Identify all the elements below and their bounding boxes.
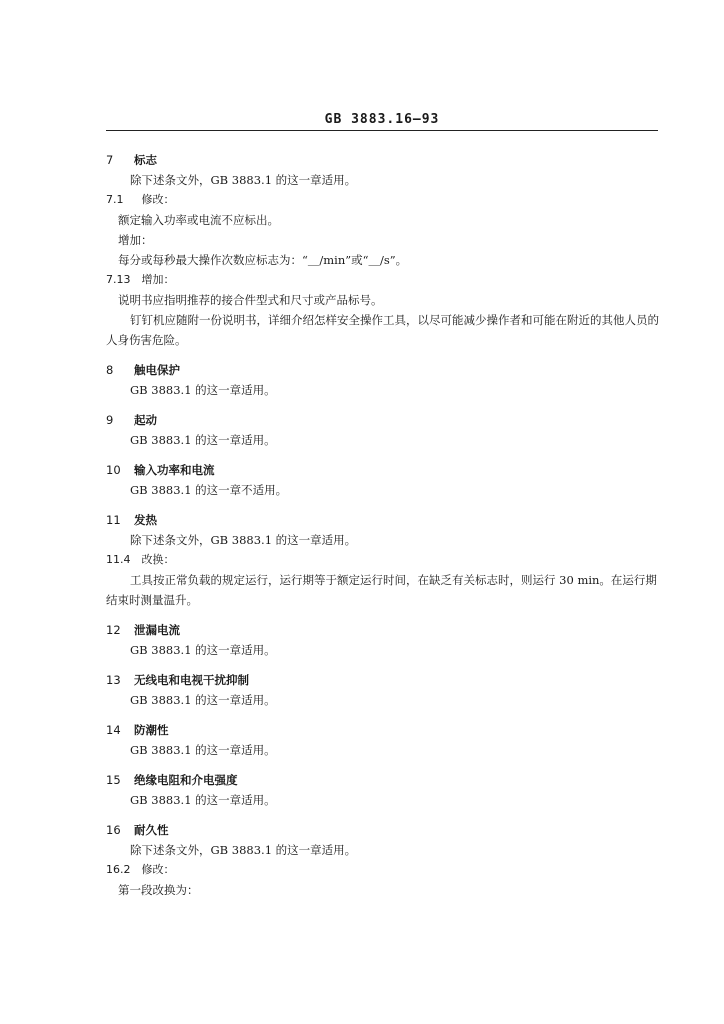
section-heading <box>106 720 662 740</box>
body-line: 除下述条文外，GB 3883.1 的这一章适用。 <box>130 173 357 187</box>
heading-number: 13 <box>106 673 121 687</box>
heading-title: 输入功率和电流 <box>130 463 215 477</box>
body-line: 除下述条文外，GB 3883.1 的这一章适用。 <box>130 843 357 857</box>
heading-title: 增加： <box>138 273 175 286</box>
heading-number: 12 <box>106 623 121 637</box>
body-line: 第一段改换为： <box>118 883 199 897</box>
heading-title: 修改： <box>138 193 175 206</box>
body-line: 每分或每秒最大操作次数应标志为：“＿/min”或“＿/s”。 <box>118 253 408 267</box>
subsection-heading <box>106 190 662 210</box>
paragraph: 工具按正常负载的规定运行，运行期等于额定运行时间，在缺乏有关标志时，则运行 30 min。在运行期结束时测量温升。 <box>106 573 657 607</box>
heading-number: 14 <box>106 723 121 737</box>
section-heading <box>106 620 662 640</box>
heading-title: 发热 <box>130 513 158 527</box>
section-heading <box>106 410 662 430</box>
heading-number: 7 <box>106 153 114 167</box>
subsection-heading <box>106 270 662 290</box>
body-line: GB 3883.1 的这一章适用。 <box>130 643 276 657</box>
heading-title: 无线电和电视干扰抑制 <box>130 673 250 687</box>
subsection-heading <box>106 860 662 880</box>
body-line: GB 3883.1 的这一章适用。 <box>130 383 276 397</box>
body-line: GB 3883.1 的这一章适用。 <box>130 743 276 757</box>
heading-number: 11.4 <box>106 553 131 566</box>
section-heading <box>106 460 662 480</box>
section-heading <box>106 820 662 840</box>
heading-title: 改换： <box>138 553 175 566</box>
section-heading <box>106 670 662 690</box>
heading-title: 修改： <box>138 863 175 876</box>
section-heading <box>106 150 662 170</box>
paragraph: 钉钉机应随附一份说明书，详细介绍怎样安全操作工具，以尽可能减少操作者和可能在附近的其他人员的人身伤害危险。 <box>106 313 659 347</box>
heading-number: 8 <box>106 363 114 377</box>
section-heading <box>106 360 662 380</box>
heading-title: 标志 <box>130 153 158 167</box>
heading-title: 泄漏电流 <box>130 623 181 637</box>
body-line: 说明书应指明推荐的接合件型式和尺寸或产品标号。 <box>118 293 383 307</box>
body-line: GB 3883.1 的这一章不适用。 <box>130 483 288 497</box>
heading-title: 触电保护 <box>130 363 181 377</box>
document-body <box>106 150 662 900</box>
section-heading <box>106 770 662 790</box>
heading-number: 9 <box>106 413 114 427</box>
body-line: GB 3883.1 的这一章适用。 <box>130 433 276 447</box>
heading-number: 16 <box>106 823 121 837</box>
heading-title: 防潮性 <box>130 723 169 737</box>
subsection-heading <box>106 550 662 570</box>
body-line: 除下述条文外，GB 3883.1 的这一章适用。 <box>130 533 357 547</box>
heading-number: 11 <box>106 513 121 527</box>
heading-number: 7.1 <box>106 193 124 206</box>
document-header: GB 3883.16—93 <box>324 112 440 127</box>
heading-number: 16.2 <box>106 863 131 876</box>
heading-title: 耐久性 <box>130 823 169 837</box>
body-line: 额定输入功率或电流不应标出。 <box>118 213 279 227</box>
heading-title: 绝缘电阻和介电强度 <box>130 773 238 787</box>
section-heading <box>106 510 662 530</box>
header-rule <box>106 130 658 131</box>
body-line: GB 3883.1 的这一章适用。 <box>130 793 276 807</box>
body-line: 增加： <box>118 233 153 247</box>
heading-number: 15 <box>106 773 121 787</box>
body-line: GB 3883.1 的这一章适用。 <box>130 693 276 707</box>
heading-number: 7.13 <box>106 273 131 286</box>
heading-number: 10 <box>106 463 121 477</box>
heading-title: 起动 <box>130 413 158 427</box>
